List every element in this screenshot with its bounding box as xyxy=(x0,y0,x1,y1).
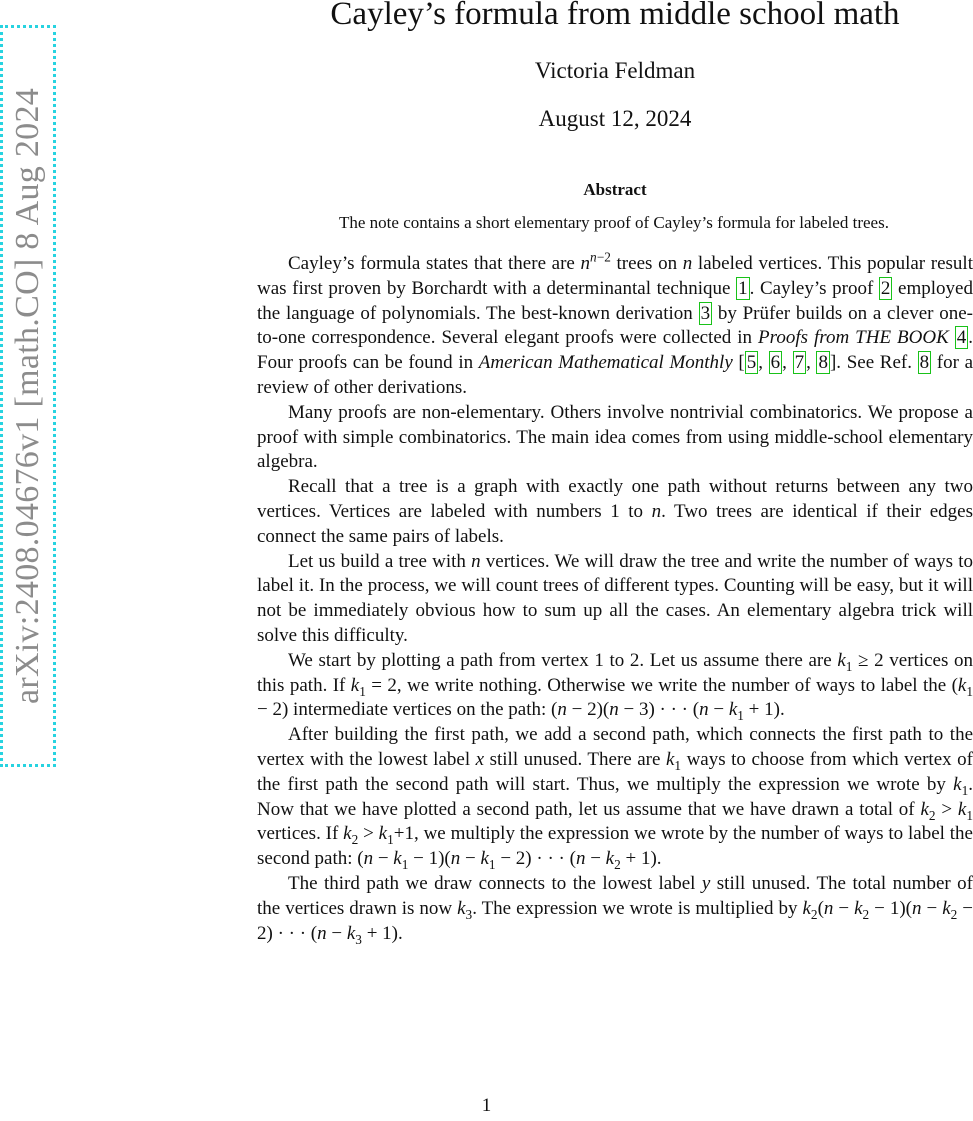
page-number: 1 xyxy=(481,1095,492,1116)
paper-body xyxy=(257,249,973,947)
citation-link[interactable]: 7 xyxy=(794,352,805,374)
citation-link[interactable]: 8 xyxy=(818,352,828,374)
paragraph-4: Let us build a tree with n vertices. We will draw the tree and write the number of ways to label it. In the process, we will count trees of different types. Counting will be easy, but it will not be immediately obvious how to sum up all the cases. An elementary algebra trick will solve this difficulty. xyxy=(257,550,973,646)
paper-date: August 12, 2024 xyxy=(538,106,692,131)
citation-link[interactable]: 2 xyxy=(880,277,891,299)
abstract-text: The note contains a short elementary proof of Cayley’s formula for labeled trees. xyxy=(339,213,889,232)
citation-link[interactable]: 5 xyxy=(746,352,757,374)
paragraph-2: Many proofs are non-elementary. Others involve nontrivial combinatorics. We propose a proof with simple combinatorics. The main idea comes from using middle-school elementary algebra. xyxy=(257,401,973,473)
arxiv-identifier: arXiv:2408.04676v1 [math.CO] 8 Aug 2024 xyxy=(9,87,46,705)
paragraph-7: The third path we draw connects to the lowest label y still unused. The total number of the vertices drawn is now $k_3$. The expression we wrote is multiplied by $k_2(n - k_2 - 1)(n - k_2 - 2)$ · · · $(n - k_3 + 1)$. xyxy=(257,872,973,947)
citation-link[interactable]: 4 xyxy=(956,327,967,349)
arxiv-stamp xyxy=(0,25,56,767)
paper-page xyxy=(257,0,973,946)
paragraph-1: Cayley’s formula states that there are $n^{n-2}$ trees on n labeled vertices. This popular result was first proven by Borchardt with a determinantal technique 1 . Cayley’s proof 2 employed the language of polynomials. The best-known derivation 3 by Prüfer builds on a clever one-to-one correspondence. Several elegant proofs were collected in Proofs from THE BOOK 4 . Four proofs can be found in American Mathematical Monthly [ 5 , 6 , 7 , 8 ]. See Ref. 8 for a review of other derivations. xyxy=(257,249,973,398)
citation-link[interactable]: 3 xyxy=(700,302,711,324)
paper-author: Victoria Feldman xyxy=(534,58,696,83)
paragraph-3: Recall that a tree is a graph with exactly one path without returns between any two vertices. Vertices are labeled with numbers 1 to n. Two trees are identical if their edges connect the same pairs of labels. xyxy=(257,476,973,547)
citation-link[interactable]: 1 xyxy=(738,277,748,299)
paragraph-6: After building the first path, we add a second path, which connects the first path to the vertex with the lowest label x still unused. There are $k_1$ ways to choose from which vertex of the first path the second path will start. Thus, we multiply the expression we wrote by $k_1$. Now that we have plotted a second path, let us assume that we have drawn a total of $k_2 > k_1$ vertices. If $k_2 > k_1+1$, we multiply the expression we wrote by the number of ways to label the second path: $(n - k_1 - 1)(n - k_1 - 2)$ · · · $(n - k_2 + 1)$. xyxy=(257,724,973,872)
citation-link[interactable]: 8 xyxy=(919,352,930,374)
abstract-heading: Abstract xyxy=(583,180,647,199)
paper-title: Cayley’s formula from middle school math xyxy=(330,0,900,32)
citation-link[interactable]: 6 xyxy=(770,352,781,374)
paragraph-5: We start by plotting a path from vertex 1 to 2. Let us assume there are $k_1 \ge 2$ vertices on this path. If $k_1 = 2$, we write nothing. Otherwise we write the number of ways to label the $(k_1 - 2)$ intermediate vertices on the path: (n − 2)(n − 3) · · · $(n - k_1 + 1)$. xyxy=(257,649,973,724)
